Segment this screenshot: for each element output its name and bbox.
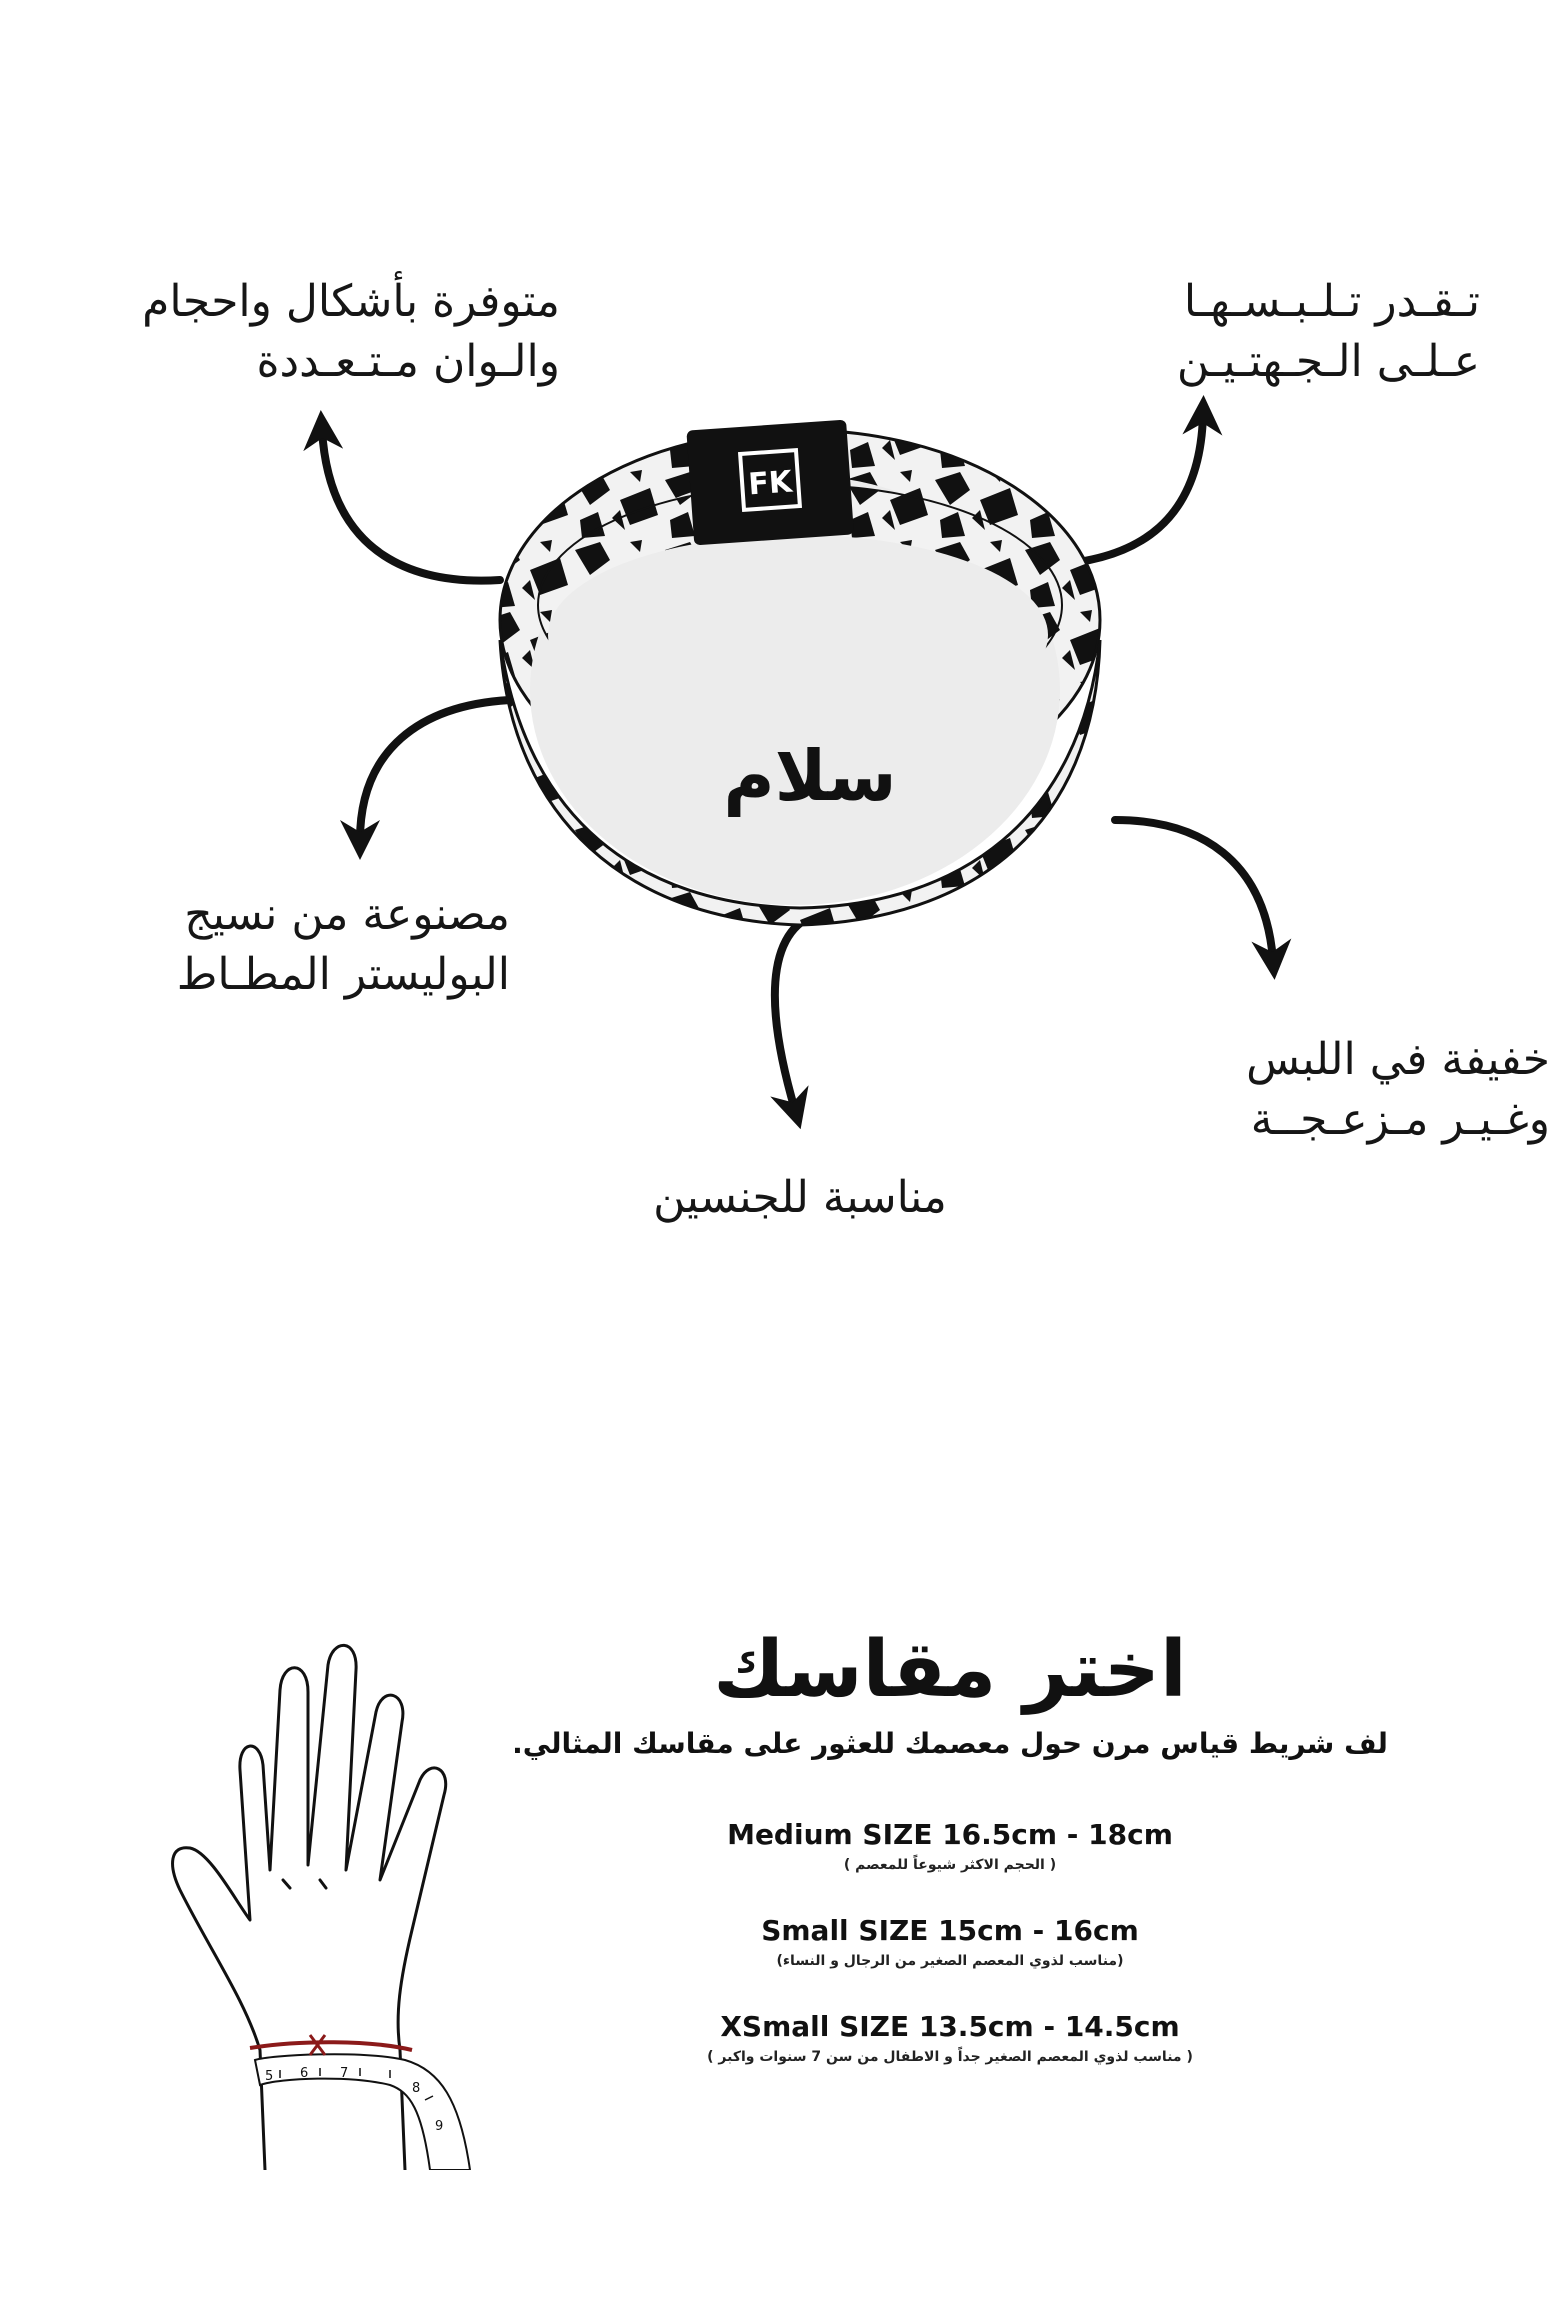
tape-number: 8 [412, 2081, 421, 2096]
size-guide-title: اختر مقاسك [713, 1625, 1187, 1715]
feature-line: متوفرة بأشكال واحجام [142, 276, 560, 327]
tape-number: 5 [265, 2069, 274, 2084]
feature-unisex [600, 1168, 1000, 1228]
size-note: ( مناسب لذوي المعصم الصغير جداً و الاطفال من سن 7 سنوات واكبر ) [707, 2049, 1193, 2065]
size-name: Small SIZE 15cm - 16cm [761, 1914, 1139, 1947]
size-guide-subtitle: لف شريط قياس مرن حول معصمك للعثور على مقاسك المثالي. [512, 1727, 1388, 1760]
feature-line: خفيفة في اللبس [1246, 1034, 1550, 1085]
feature-reversible [1060, 272, 1480, 392]
tape-number: 7 [340, 2066, 349, 2081]
feature-line: عـلـى الـجـهتـيـن [1176, 336, 1480, 387]
size-name: Medium SIZE 16.5cm - 18cm [727, 1818, 1173, 1851]
bracelet-calligraphy: سلام [723, 735, 897, 817]
feature-shapes-sizes [20, 272, 560, 392]
tape-number: 6 [300, 2066, 309, 2081]
arrow-top-left [322, 430, 500, 581]
feature-line: وغـيـر مـزعـجــة [1250, 1094, 1550, 1145]
bracelet-logo: FK [747, 464, 794, 503]
size-option-xsmall [500, 2008, 1400, 2068]
size-note: ( الحجم الاكثر شيوعاً للمعصم ) [843, 1857, 1057, 1873]
feature-line: مناسبة للجنسين [653, 1172, 947, 1223]
tape-number: 9 [435, 2119, 444, 2134]
bracelet-image [480, 400, 1120, 930]
feature-line: البوليستر المطـاط [176, 949, 510, 1000]
size-option-medium [500, 1816, 1400, 1876]
feature-line: والـوان مـتـعـددة [256, 336, 560, 387]
feature-lightweight [1110, 1030, 1550, 1150]
size-name: XSmall SIZE 13.5cm - 14.5cm [720, 2010, 1180, 2043]
feature-line: تـقـدر تـلـبـسـهـا [1183, 276, 1480, 327]
size-option-small [500, 1912, 1400, 1972]
feature-line: مصنوعة من نسيج [184, 889, 510, 940]
arrow-bottom-center [775, 910, 830, 1110]
size-note: (مناسب لذوي المعصم الصغير من الرجال و النساء) [776, 1953, 1124, 1969]
arrow-bottom-right [1115, 820, 1273, 960]
feature-material [110, 885, 510, 1005]
hand-measure-illustration [150, 1630, 490, 2170]
size-guide [500, 1600, 1400, 2068]
